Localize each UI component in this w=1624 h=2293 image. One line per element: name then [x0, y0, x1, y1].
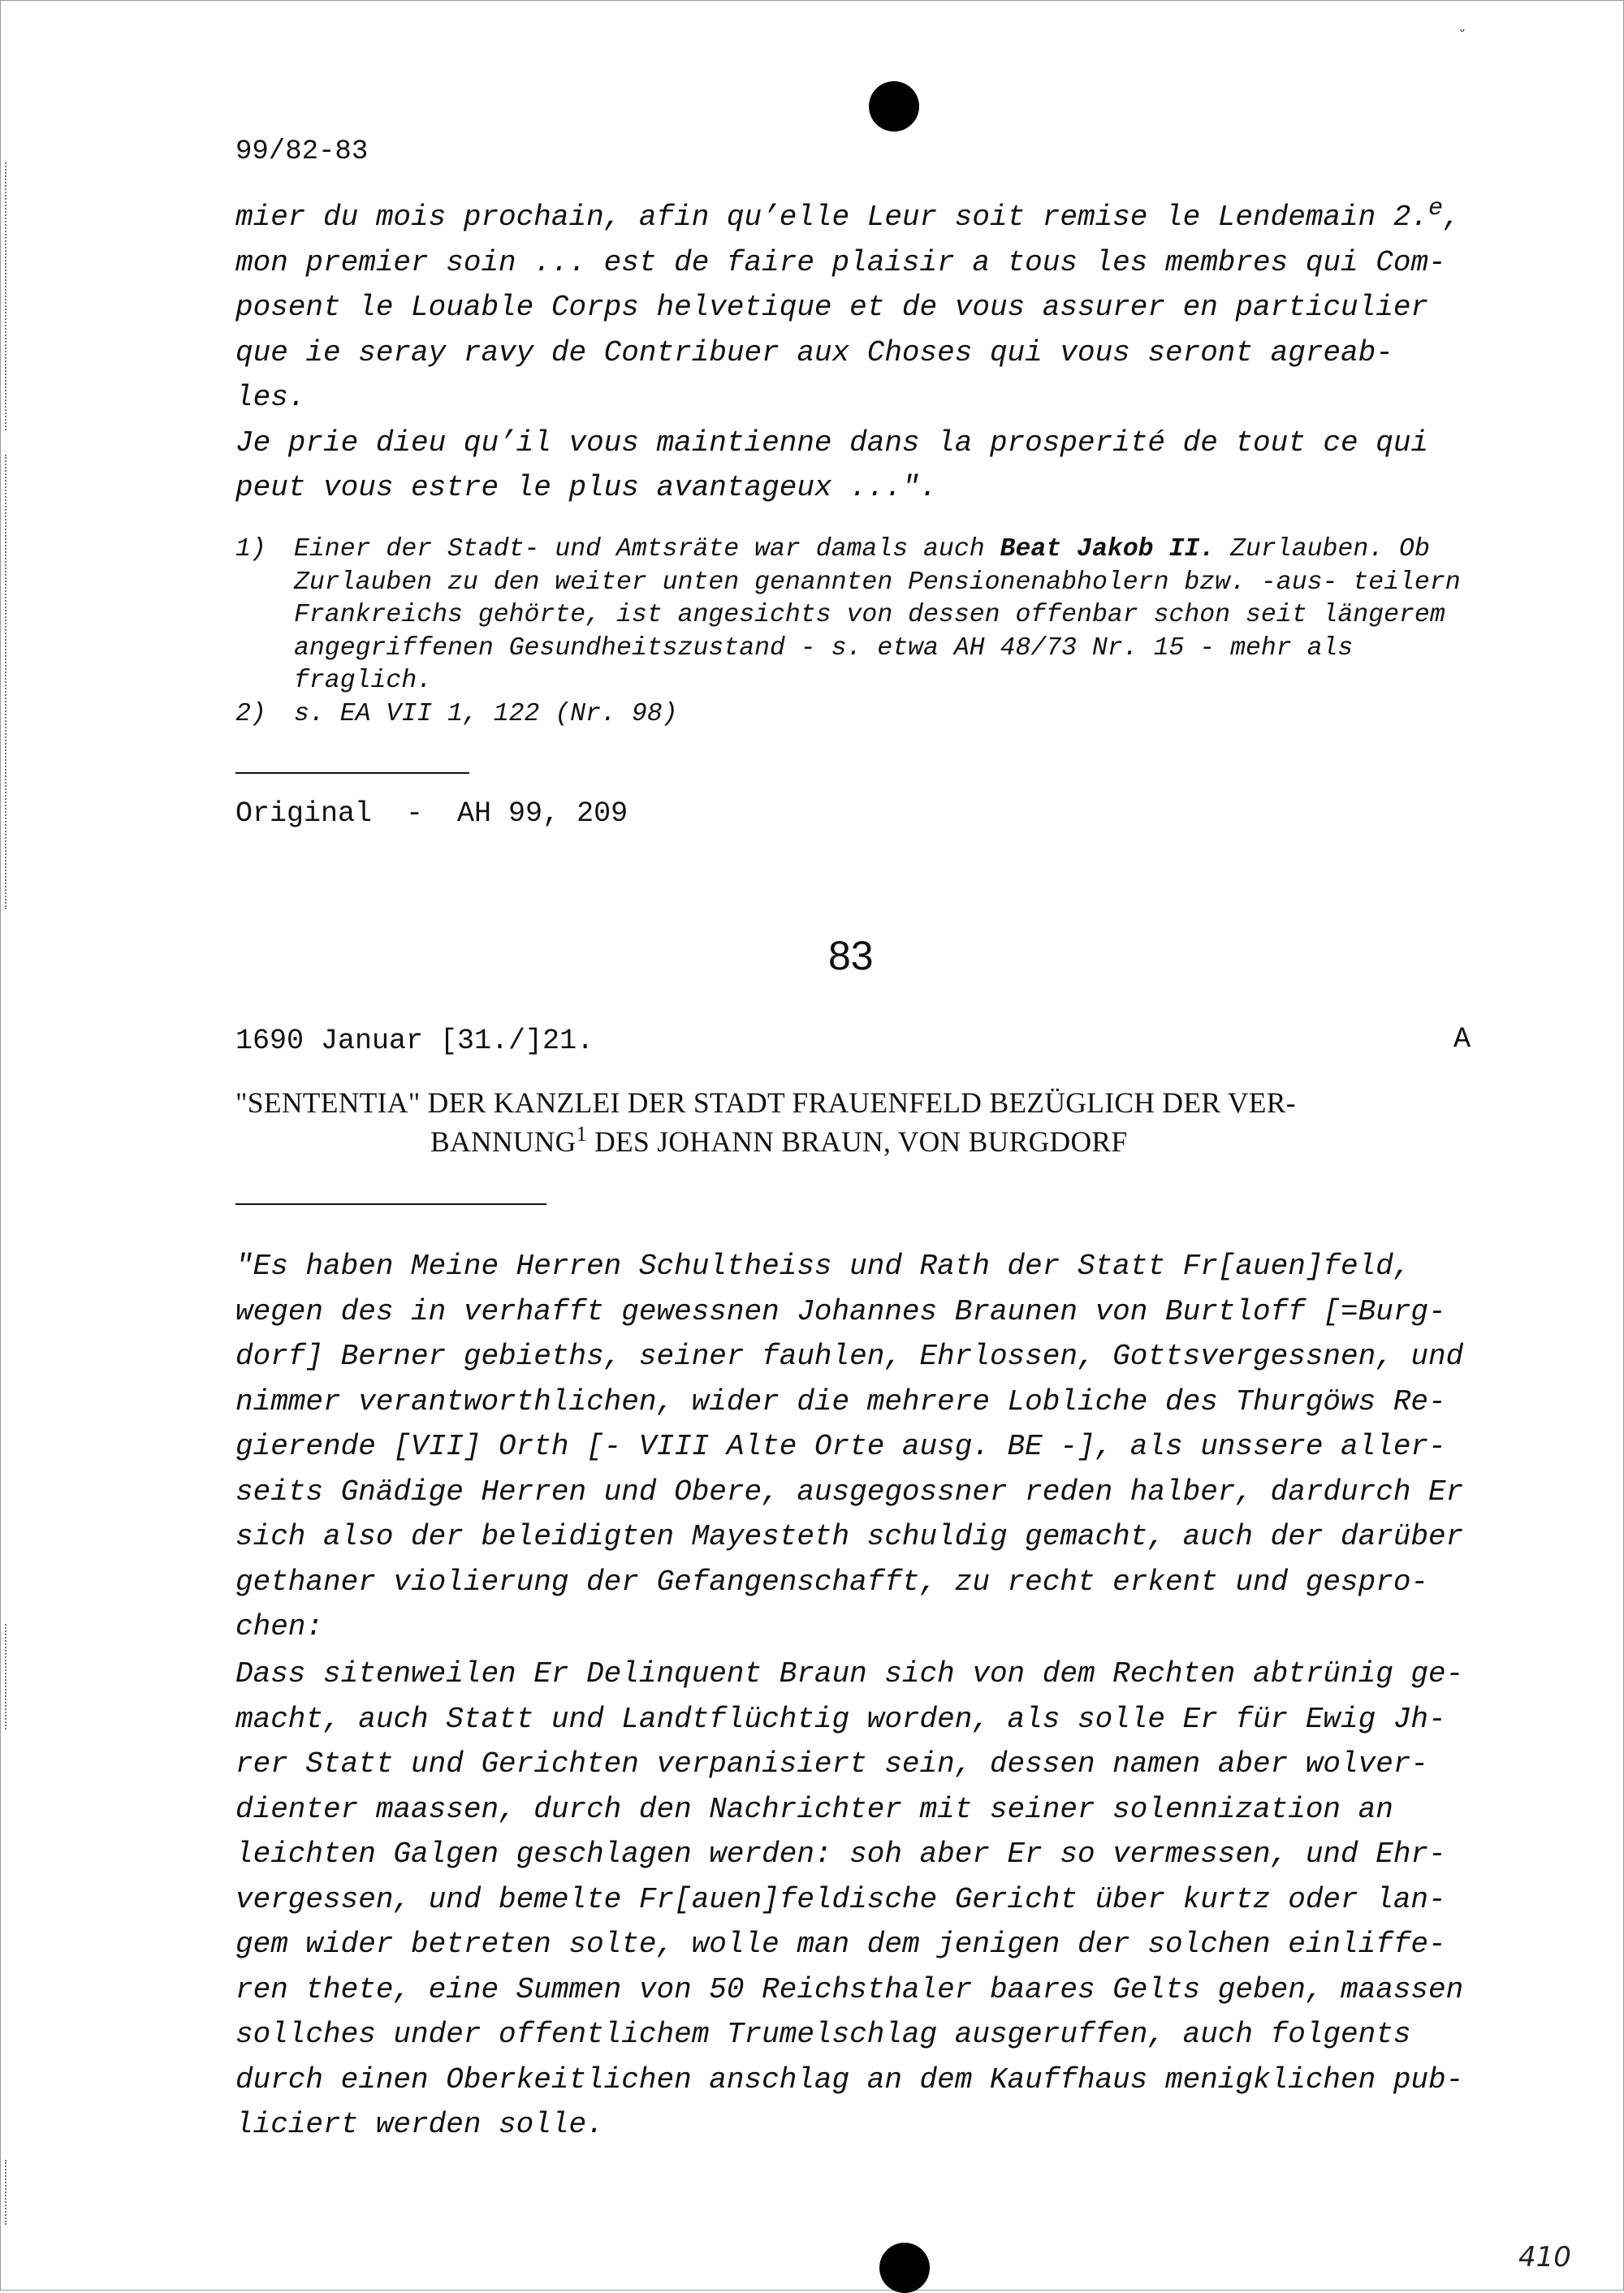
body-paragraph-1: "Es haben Meine Herren Schultheiss und Rath der Statt Fr[auen]feld, wegen des in verhafft gewessnen Johannes Braunen von Burtloff [=Burg- dorf] Berner gebieths, seiner fauhlen, Ehrlossen, Gottsvergessnen, und nimmer verantworthlichen, wider die mehrere Lobliche des Thurgöws Re- gierende [VII] Orth [- VIII Alte Orte ausg. BE -], als unssere aller- seits Gnädige Herren und Obere, ausgegossner reden halber, dardurch Er sich also der beleidigten Mayesteth schuldig gemacht, auch der darüber gethaner violierung der Gefangenschafft, zu recht erkent und gespro- chen: — [235, 1250, 1464, 1643]
footnote-2: 2) s. EA VII 1, 122 (Nr. 98) — [235, 699, 678, 728]
page-header-code: 99/82-83 — [235, 136, 369, 167]
handwritten-page-note: 410 — [1518, 2241, 1571, 2274]
letter-paragraph-1: mier du mois prochain, afin qu’elle Leur soit remise le Lendemain 2.$^e$, mon premier soin ... est de faire plaisir a tous les membres qui Com- posent le Louable Corps helvetique et de vous assurer en particulier que ie seray ravy de Contribuer aux Choses qui vous seront agreab- les. Je prie dieu qu’il vous maintienne dans la prosperité de tout ce qui peut vous estre le plus avantageux ...". — [235, 195, 1461, 504]
margin-scan-marks-middle — [5, 455, 15, 909]
document-number: 83 — [828, 933, 874, 978]
margin-scan-marks-lower — [5, 1624, 15, 1729]
registration-dot-top — [869, 81, 919, 132]
document-title: "SENTENTIA" DER KANZLEI DER STADT FRAUENFELD BEZÜGLICH DER VER- BANNUNG$^1$ DES JOHANN BRAUN, VON BURGDORF — [235, 1086, 1296, 1158]
footnote-1: 1) Einer der Stadt- und Amtsräte war damals auch Beat Jakob II. Zurlauben. Ob Zurlauben zu den weiter unten genannten Pensionenabholern bzw. -aus- teilern Frankreichs gehörte, ist angesichts von dessen offenbar schon seit längerem angegriffenen Gesundheitszustand - s. etwa AH 48/73 Nr. 15 - mehr als fraglich. — [235, 535, 1461, 695]
source-reference: Original - AH 99, 209 — [235, 797, 628, 830]
registration-dot-bottom — [879, 2243, 930, 2293]
tiny-corner-mark: ᵕ — [1458, 24, 1466, 39]
separator-rule-2 — [235, 1203, 546, 1205]
margin-scan-marks-top — [5, 162, 15, 430]
letter-paragraph-2: Je prie dieu qu’il vous maintienne dans la prosperité de tout ce qui peut vous estre le plus avantageux ...". — [235, 425, 1429, 504]
document-date: 1690 Januar [31./]21. — [235, 1025, 594, 1057]
footnotes — [235, 533, 1478, 731]
margin-scan-marks-bottom — [5, 2160, 15, 2225]
document-marker: A — [1453, 1023, 1471, 1056]
separator-rule-1 — [235, 772, 469, 774]
body-paragraph-2: Dass sitenweilen Er Delinquent Braun sich von dem Rechten abtrünig ge- macht, auch Statt und Landtflüchtig worden, als solle Er für Ewig Jh- rer Statt und Gerichten verpanisiert sein, dessen namen aber wolver- dienter maassen, durch den Nachrichter mit seiner solennization an leichten Galgen geschlagen werden: soh aber Er so vermessen, und Ehr- vergessen, und bemelte Fr[auen]feldische Gericht über kurtz oder lan- gem wider betreten solte, wolle man dem jenigen der solchen einliffe- ren thete, eine Summen von 50 Reichsthaler baares Gelts geben, maassen sollches under offentlichem Trumelschlag ausgeruffen, auch folgents durch einen Oberkeitlichen anschlag an dem Kauffhaus menigklichen pub- liciert werden solle. — [235, 1657, 1464, 2141]
